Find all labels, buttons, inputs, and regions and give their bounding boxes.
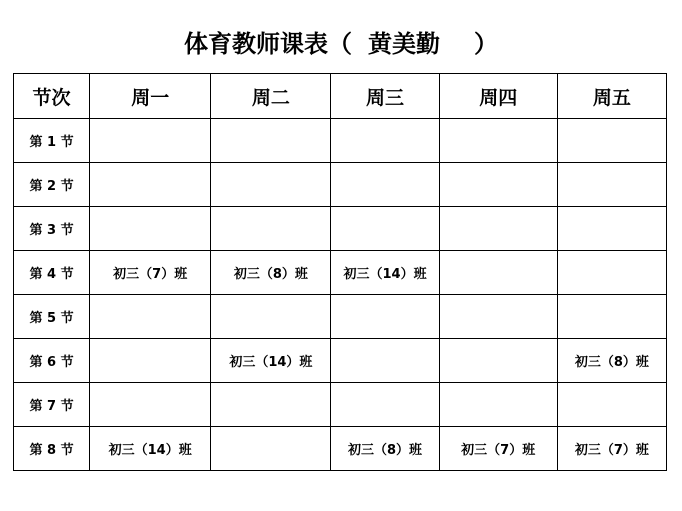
header-period: 节次: [14, 74, 90, 119]
period-label: 第 1 节: [14, 119, 90, 163]
schedule-cell: [90, 163, 211, 207]
schedule-cell: [90, 295, 211, 339]
header-friday: 周五: [557, 74, 666, 119]
schedule-cell: [439, 163, 557, 207]
table-row: [14, 251, 667, 295]
schedule-cell: [211, 163, 331, 207]
schedule-cell: [557, 207, 666, 251]
schedule-cell: [211, 119, 331, 163]
period-label: 第 3 节: [14, 207, 90, 251]
schedule-cell: [331, 207, 439, 251]
table-row: [14, 119, 667, 163]
schedule-cell: [331, 339, 439, 383]
schedule-cell: [557, 119, 666, 163]
schedule-cell: [90, 383, 211, 427]
schedule-cell: [211, 295, 331, 339]
schedule-cell: 初三（7）班: [439, 427, 557, 471]
schedule-cell: [439, 119, 557, 163]
schedule-cell: 初三（8）班: [211, 251, 331, 295]
schedule-cell: [331, 295, 439, 339]
schedule-cell: [90, 207, 211, 251]
schedule-cell: 初三（8）班: [331, 427, 439, 471]
table-row: [14, 339, 667, 383]
schedule-cell: [211, 427, 331, 471]
schedule-cell: 初三（7）班: [90, 251, 211, 295]
schedule-cell: 初三（7）班: [557, 427, 666, 471]
schedule-cell: [211, 207, 331, 251]
schedule-cell: [439, 207, 557, 251]
table-row: [14, 383, 667, 427]
teacher-name: 黄美勤: [368, 29, 440, 58]
period-label: 第 6 节: [14, 339, 90, 383]
schedule-cell: [211, 383, 331, 427]
schedule-cell: [557, 383, 666, 427]
schedule-cell: [331, 163, 439, 207]
period-label: 第 4 节: [14, 251, 90, 295]
schedule-cell: [557, 163, 666, 207]
schedule-cell: [439, 383, 557, 427]
schedule-cell: [90, 339, 211, 383]
schedule-cell: [331, 119, 439, 163]
schedule-cell: 初三（14）班: [211, 339, 331, 383]
header-row: [14, 74, 667, 119]
period-label: 第 8 节: [14, 427, 90, 471]
schedule-cell: [439, 339, 557, 383]
table-row: [14, 427, 667, 471]
header-monday: 周一: [90, 74, 211, 119]
schedule-cell: 初三（14）班: [331, 251, 439, 295]
schedule-cell: [557, 251, 666, 295]
table-row: [14, 295, 667, 339]
schedule-cell: [557, 295, 666, 339]
schedule-cell: [90, 119, 211, 163]
page-title: [0, 26, 682, 62]
schedule-cell: [439, 295, 557, 339]
header-thursday: 周四: [439, 74, 557, 119]
period-label: 第 2 节: [14, 163, 90, 207]
header-wednesday: 周三: [331, 74, 439, 119]
period-label: 第 7 节: [14, 383, 90, 427]
table-row: [14, 163, 667, 207]
schedule-table: [13, 73, 667, 471]
table-row: [14, 207, 667, 251]
title-close: ）: [474, 29, 498, 58]
schedule-cell: [439, 251, 557, 295]
schedule-cell: [331, 383, 439, 427]
header-tuesday: 周二: [211, 74, 331, 119]
schedule-cell: 初三（8）班: [557, 339, 666, 383]
period-label: 第 5 节: [14, 295, 90, 339]
schedule-cell: 初三（14）班: [90, 427, 211, 471]
title-main: 体育教师课表（: [184, 29, 352, 58]
